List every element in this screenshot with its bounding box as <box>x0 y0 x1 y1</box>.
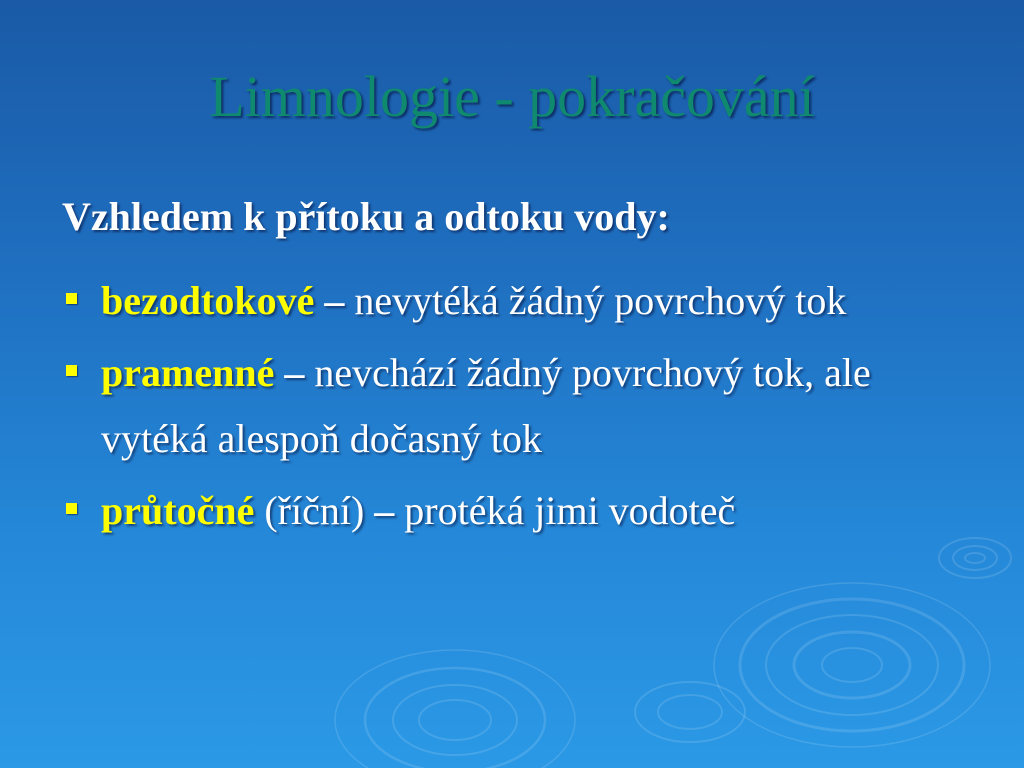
bullet-list <box>62 268 982 550</box>
list-item <box>62 268 982 334</box>
list-item <box>62 340 982 472</box>
yellow-square-bullet-icon <box>66 503 77 514</box>
term-note: (říční) <box>264 488 365 533</box>
yellow-square-bullet-icon <box>66 365 77 376</box>
dash-separator: – <box>284 350 305 395</box>
yellow-square-bullet-icon <box>66 293 77 304</box>
dash-separator: – <box>374 488 395 533</box>
item-text: protéká jimi vodoteč <box>404 488 736 533</box>
term-label: pramenné <box>101 350 275 395</box>
item-text: nevytéká žádný povrchový tok <box>354 278 847 323</box>
slide-heading: Vzhledem k přítoku a odtoku vody: <box>62 194 670 239</box>
list-item <box>62 478 982 544</box>
dash-separator: – <box>324 278 345 323</box>
term-label: bezodtokové <box>101 278 315 323</box>
item-text: nevchází žádný povrchový tok, ale vytéká alespoň dočasný tok <box>101 350 871 461</box>
term-label: průtočné <box>101 488 255 533</box>
slide-title: Limnologie - pokračování <box>209 64 815 129</box>
